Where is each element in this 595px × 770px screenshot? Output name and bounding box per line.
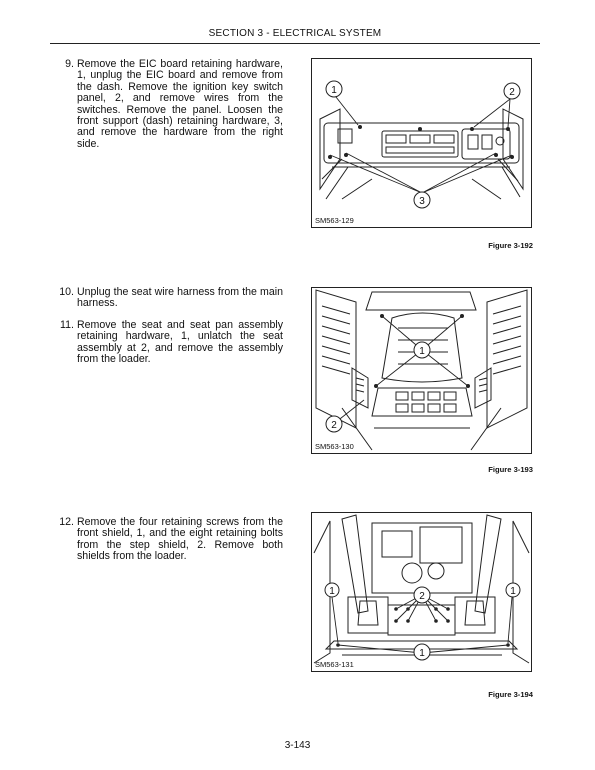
dash-illustration xyxy=(312,59,531,227)
step-number: 9. xyxy=(65,58,74,70)
step-number: 10. xyxy=(59,286,74,298)
figure-caption: Figure 3-194 xyxy=(488,690,533,699)
figure-caption: Figure 3-192 xyxy=(488,241,533,250)
step-number: 12. xyxy=(59,516,74,528)
step-text: Remove the seat and seat pan assembly retaining hardware, 1, unlatch the seat assembly at 2, and remove the assembly from the loader. xyxy=(77,319,283,366)
step-number: 11. xyxy=(60,319,74,331)
step-text: Remove the EIC board retaining hardware, 1, unplug the EIC board and remove from the dash. Remove the ignition key switch panel, 2, and remove wires from the switches. Remove the panel. Loosen the front support (dash) retaining hardware, 3, and remove the hardware from the right side. xyxy=(77,58,283,150)
section-header: SECTION 3 - ELECTRICAL SYSTEM xyxy=(208,28,382,39)
figure-id: SM563-131 xyxy=(315,660,354,669)
figure-id: SM563-129 xyxy=(315,216,354,225)
seat-illustration xyxy=(312,288,531,453)
header-rule xyxy=(50,43,540,44)
figure-caption: Figure 3-193 xyxy=(488,465,533,474)
callout-1-left-label: 1 xyxy=(329,586,335,597)
page-number: 3-143 xyxy=(284,740,311,751)
callout-2-label: 2 xyxy=(509,87,515,98)
callout-2-label: 2 xyxy=(331,420,337,431)
figure-3-192-dash-panel xyxy=(311,58,532,228)
shield-illustration xyxy=(312,513,531,671)
callout-1-right-label: 1 xyxy=(510,586,516,597)
step-text: Remove the four retaining screws from the front shield, 1, and the eight retaining bolts from the step shield, 2. Remove both shields from the loader. xyxy=(77,516,283,563)
figure-3-193-seat-assembly xyxy=(311,287,532,454)
figure-id: SM563-130 xyxy=(315,442,354,451)
callout-1-label: 1 xyxy=(331,85,337,96)
callout-1-center-label: 1 xyxy=(419,648,425,659)
callout-2-label: 2 xyxy=(419,591,425,602)
step-text: Unplug the seat wire harness from the main harness. xyxy=(77,286,283,310)
figure-3-194-shields xyxy=(311,512,532,672)
callout-3-label: 3 xyxy=(419,196,425,207)
callout-1-label: 1 xyxy=(419,346,425,357)
